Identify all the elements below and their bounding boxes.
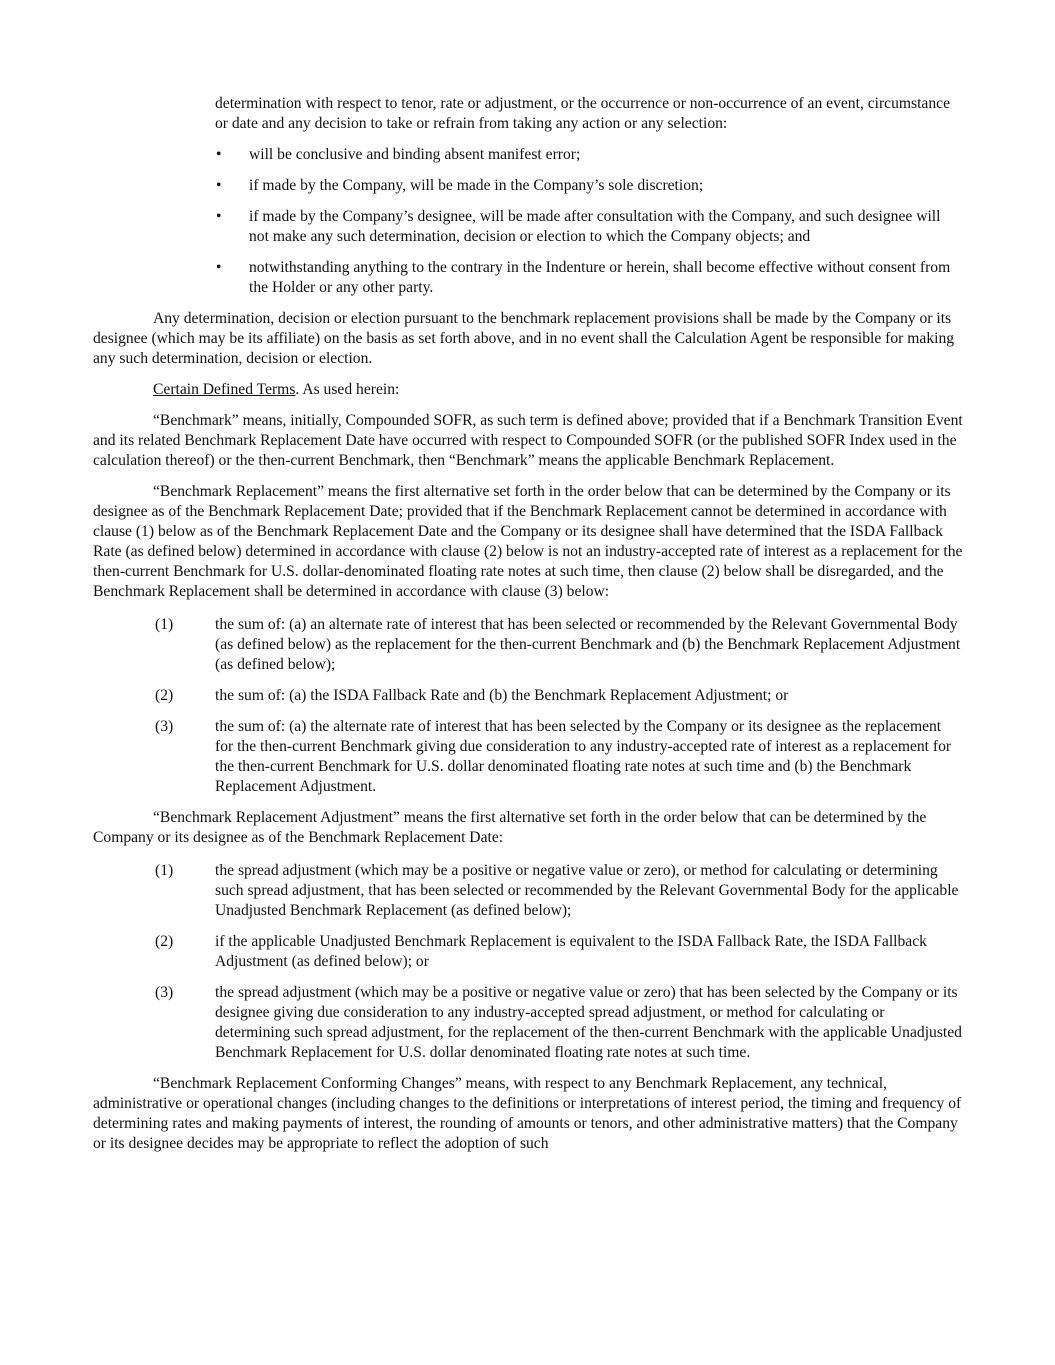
clause-number: (2) (155, 933, 174, 950)
clause-text: if the applicable Unadjusted Benchmark Replacement is equivalent to the ISDA Fallback Rate, the ISDA Fallback Adjustment (as defined below); or (215, 933, 927, 970)
clause-text: the spread adjustment (which may be a positive or negative value or zero) that has been selected by the Company or its designee giving due consideration to any industry-accepted spread adjustment, or method for calculating or determining such spread adjustment, for the replacement of the then-current Benchmark with the applicable Unadjusted Benchmark Replacement for U.S. dollar denominated floating rate notes at such time. (215, 984, 962, 1061)
clause-text: the sum of: (a) the alternate rate of interest that has been selected by the Company or its designee as the replacement for the then-current Benchmark giving due consideration to any industry-accepted rate of interest as a replacement for the then-current Benchmark for U.S. dollar denominated floating rate notes at such time and (b) the Benchmark Replacement Adjustment. (215, 718, 952, 795)
bullet-dot: • (216, 146, 222, 163)
definition-conforming-changes: “Benchmark Replacement Conforming Changes” means, with respect to any Benchmark Replacement, any technical, administrative or operational changes (including changes to the definitions or interpretations of interest period, the timing and frequency of determining rates and making payments of interest, the rounding of amounts or tenors, and other administrative matters) that the Company or its designee decides may be appropriate to reflect the adoption of such (93, 1075, 962, 1152)
clause-number: (2) (155, 687, 174, 704)
bullet-text: if made by the Company, will be made in the Company’s sole discretion; (249, 177, 704, 194)
section-heading-rest: . As used herein: (295, 381, 400, 398)
clause-item (93, 615, 963, 675)
clause-item (93, 717, 963, 797)
clause-text: the spread adjustment (which may be a positive or negative value or zero), or method for calculating or determining such spread adjustment, that has been selected or recommended by the Relevant Governmental Body for the applicable Unadjusted Benchmark Replacement (as defined below); (215, 862, 959, 919)
bullet-item (215, 176, 963, 196)
bullet-text: notwithstanding anything to the contrary in the Indenture or herein, shall become effective without consent from the Holder or any other party. (249, 259, 951, 296)
section-heading: Certain Defined Terms (153, 381, 296, 398)
definition-benchmark-replacement-adjustment: “Benchmark Replacement Adjustment” means the first alternative set forth in the order below that can be determined by the Company or its designee as of the Benchmark Replacement Date: (93, 809, 927, 846)
definition-benchmark-replacement: “Benchmark Replacement” means the first alternative set forth in the order below that can be determined by the Company or its designee as of the Benchmark Replacement Date; provided that if the Benchmark Replacement cannot be determined in accordance with clause (1) below as of the Benchmark Replacement Date and the Company or its designee shall have determined that the ISDA Fallback Rate (as defined below) determined in accordance with clause (2) below is not an industry-accepted rate of interest as a replacement for the then-current Benchmark for U.S. dollar-denominated floating rate notes at such time, then clause (2) below shall be disregarded, and the Benchmark Replacement shall be determined in accordance with clause (3) below: (93, 483, 963, 600)
clause-number: (3) (155, 718, 174, 735)
bullet-dot: • (216, 259, 222, 276)
paragraph-any-determination: Any determination, decision or election pursuant to the benchmark replacement provisions shall be made by the Company or its designee (which may be its affiliate) on the basis as set forth above, and in no event shall the Calculation Agent be responsible for making any such determination, decision or election. (93, 310, 955, 367)
bullet-dot: • (216, 177, 222, 194)
certain-defined-terms (93, 380, 963, 400)
benchmark-replacement-clauses (93, 615, 963, 797)
determination-bullet-list (215, 145, 963, 298)
clause-item (93, 686, 963, 706)
intro-continuation: determination with respect to tenor, rate or adjustment, or the occurrence or non-occurrence of an event, circumstance or date and any decision to take or refrain from taking any action or any selection: (215, 95, 950, 132)
bullet-item (215, 145, 963, 165)
bullet-item (215, 207, 963, 247)
document-page (93, 94, 963, 1165)
clause-number: (3) (155, 984, 174, 1001)
definition-benchmark: “Benchmark” means, initially, Compounded SOFR, as such term is defined above; provided that if a Benchmark Transition Event and its related Benchmark Replacement Date have occurred with respect to Compounded SOFR (or the published SOFR Index used in the calculation thereof) or the then-current Benchmark, then “Benchmark” means the applicable Benchmark Replacement. (93, 412, 963, 469)
clause-item (93, 983, 963, 1063)
clause-text: the sum of: (a) the ISDA Fallback Rate and (b) the Benchmark Replacement Adjustment; or (215, 687, 789, 704)
bullet-text: if made by the Company’s designee, will be made after consultation with the Company, and such designee will not make any such determination, decision or election to which the Company objects; and (249, 208, 941, 245)
clause-number: (1) (155, 616, 174, 633)
bullet-item (215, 258, 963, 298)
benchmark-adjustment-clauses (93, 861, 963, 1063)
bullet-dot: • (216, 208, 222, 225)
clause-item (93, 861, 963, 921)
clause-item (93, 932, 963, 972)
clause-number: (1) (155, 862, 174, 879)
bullet-text: will be conclusive and binding absent manifest error; (249, 146, 581, 163)
clause-text: the sum of: (a) an alternate rate of interest that has been selected or recommended by the Relevant Governmental Body (as defined below) as the replacement for the then-current Benchmark and (b) the Benchmark Replacement Adjustment (as defined below); (215, 616, 961, 673)
